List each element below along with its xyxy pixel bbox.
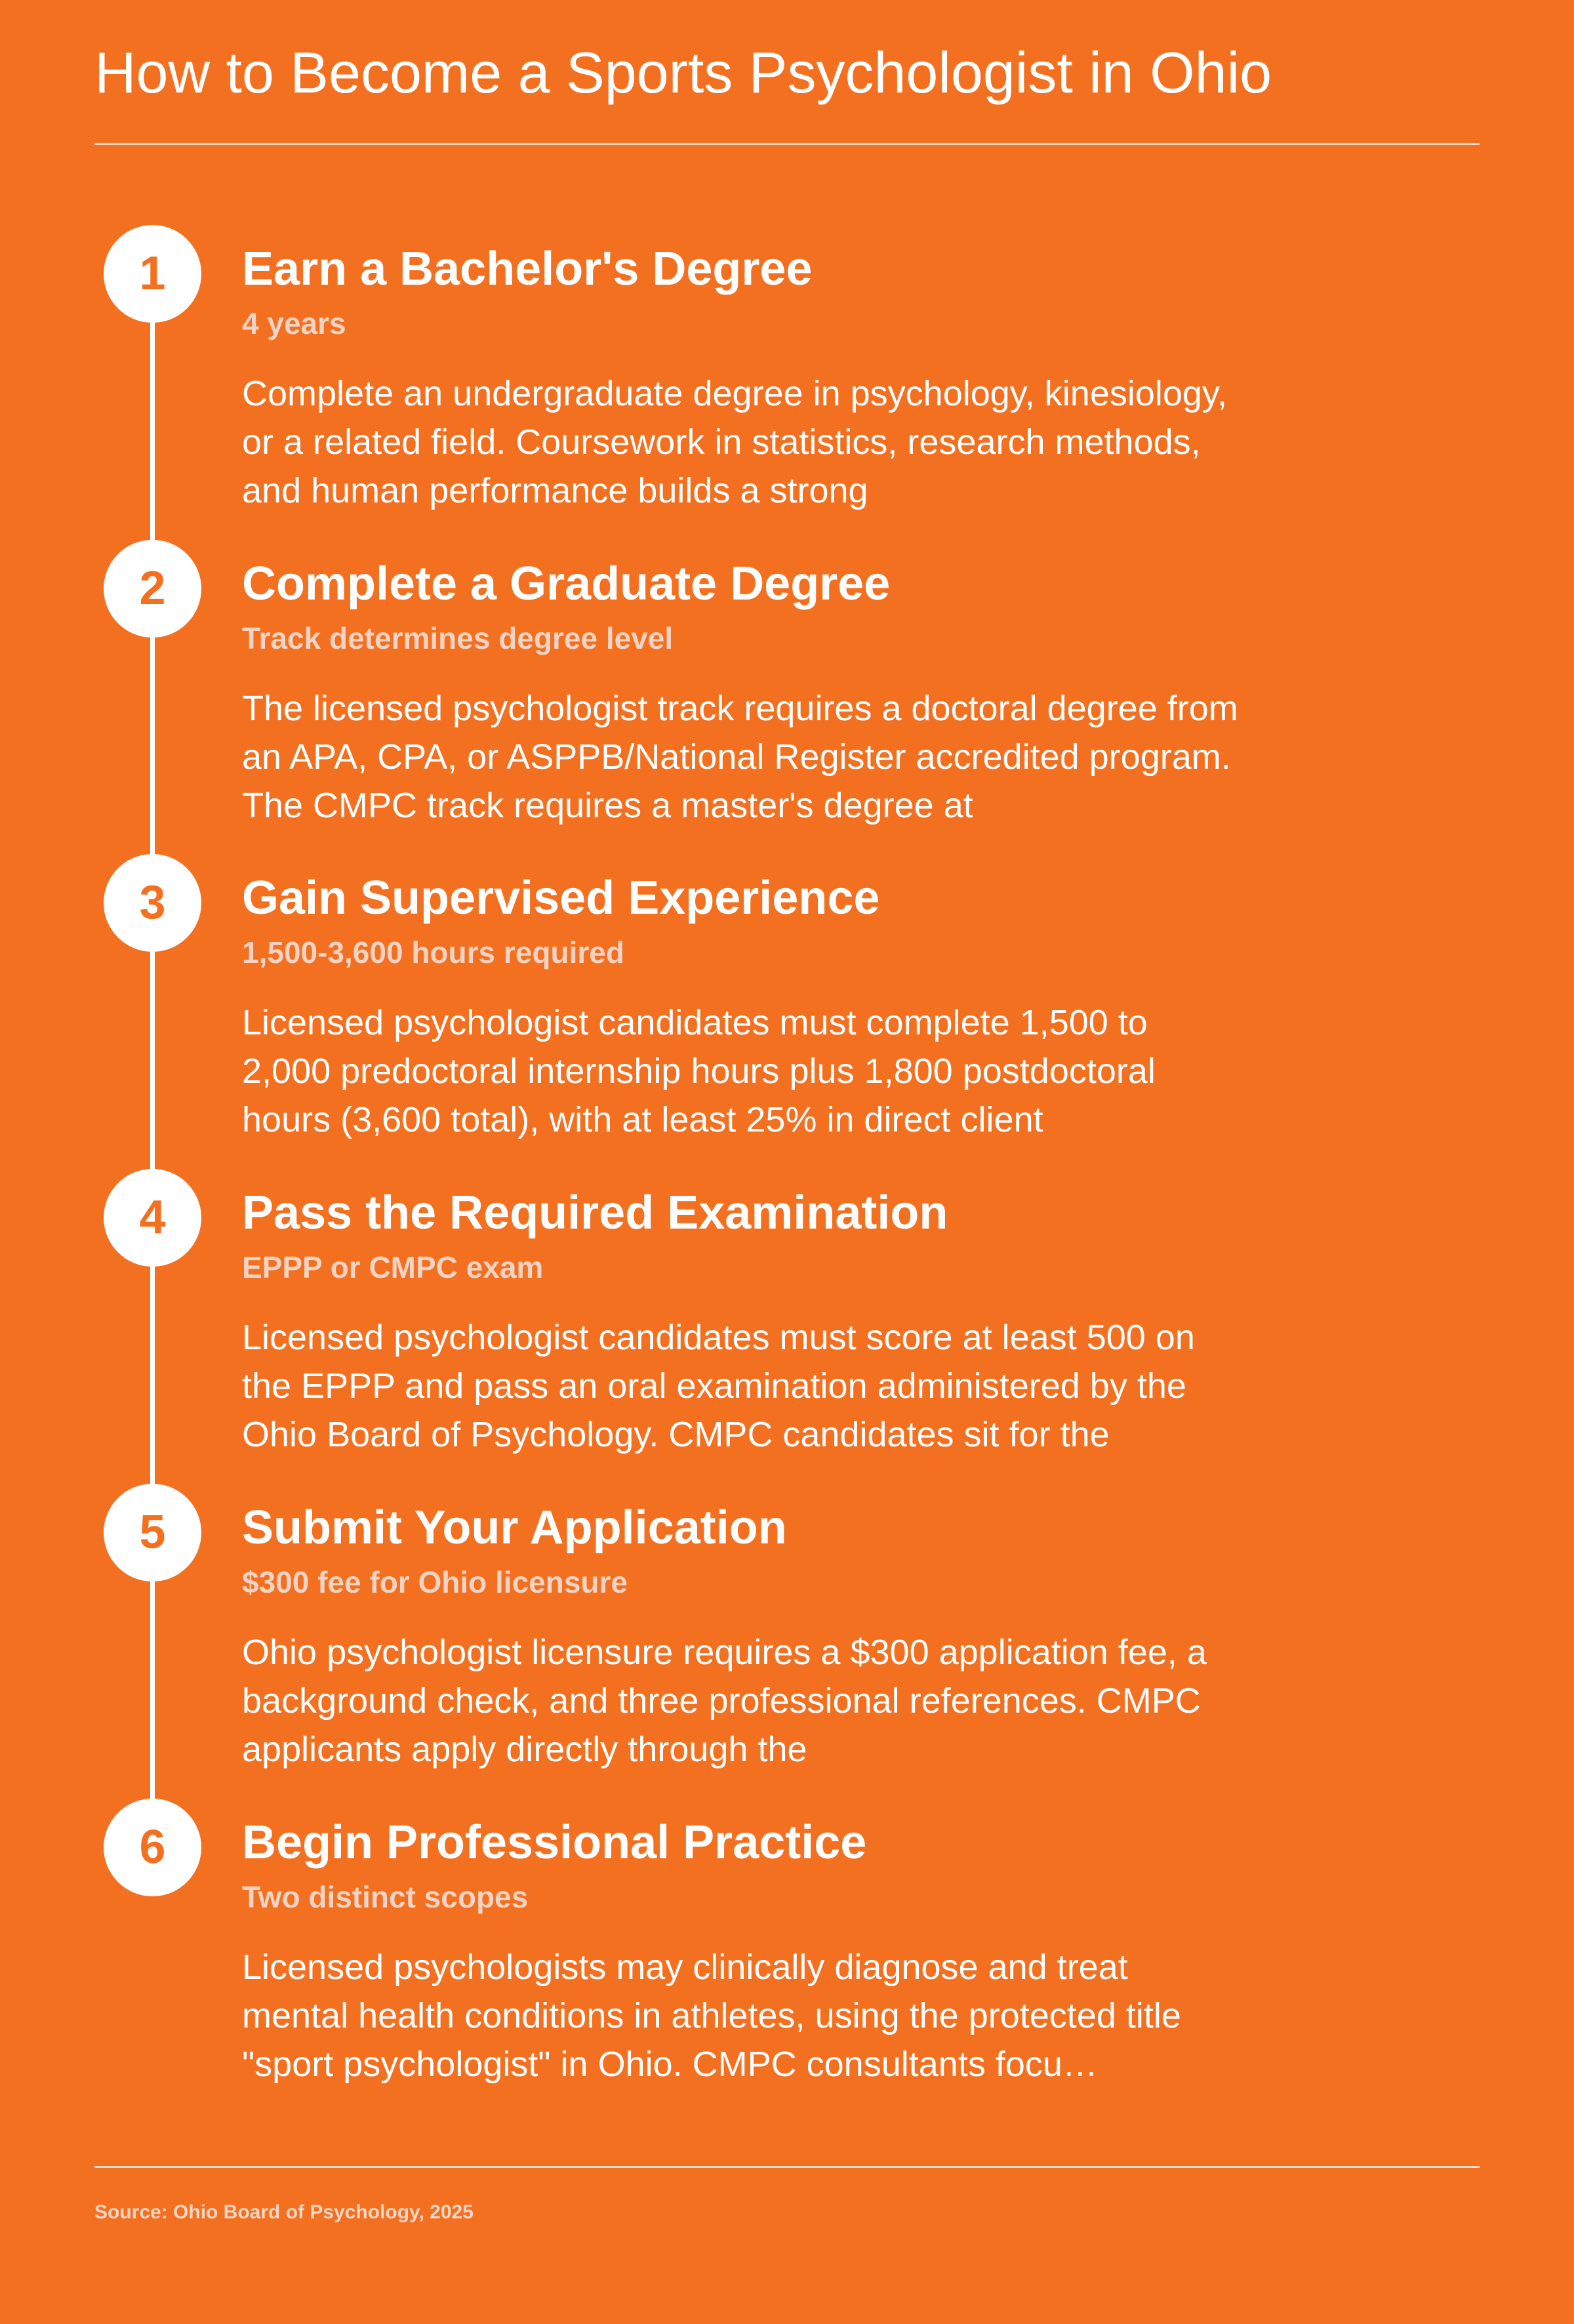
page-title: How to Become a Sports Psychologist in Ohio [94,40,1272,105]
step-number-circle: 1 [104,225,201,323]
step-title: Complete a Graduate Degree [242,558,891,610]
step-description: Licensed psychologist candidates must score at least 500 on the EPPP and pass an oral examination administered by the Ohio Board of Psychology. CMPC candidates sit for the [242,1318,1195,1454]
source-note: Source: Ohio Board of Psychology, 2025 [94,2201,474,2223]
bottom-divider [94,2166,1480,2168]
step-number-circle: 6 [104,1799,201,1896]
step-subtitle: $300 fee for Ohio licensure [242,1565,628,1599]
step-number-circle: 5 [104,1484,201,1581]
step-subtitle: Track determines degree level [242,621,674,655]
step-subtitle: Two distinct scopes [242,1880,529,1914]
top-divider [94,143,1480,145]
step-title: Earn a Bachelor's Degree [242,243,813,295]
step-description: Licensed psychologists may clinically diagnose and treat mental health conditions in athletes, using the protected title "sport psychologist" in Ohio. CMPC consultants focu… [242,1947,1181,2084]
step-description: Complete an undergraduate degree in psychology, kinesiology, or a related field. Coursework in statistics, research methods, and human performance builds a strong [242,374,1227,510]
step-title: Gain Supervised Experience [242,872,880,924]
step-title: Pass the Required Examination [242,1187,948,1239]
step-number-circle: 4 [104,1169,201,1267]
step-description: Ohio psychologist licensure requires a $300 application fee, a background check, and three professional references. CMPC applicants apply directly through the [242,1633,1207,1769]
step-description: The licensed psychologist track requires a doctoral degree from an APA, CPA, or ASPPB/National Register accredited program. The CMPC track requires a master's degree at [242,689,1238,825]
step-number-circle: 3 [104,854,201,952]
step-title: Begin Professional Practice [242,1816,867,1869]
step-subtitle: EPPP or CMPC exam [242,1250,544,1284]
step-subtitle: 4 years [242,306,346,340]
step-description: Licensed psychologist candidates must complete 1,500 to 2,000 predoctoral internship hours plus 1,800 postdoctoral hours (3,600 total), with at least 25% in direct client [242,1003,1156,1139]
step-number-circle: 2 [104,540,201,638]
step-subtitle: 1,500-3,600 hours required [242,935,624,969]
step-title: Submit Your Application [242,1501,787,1554]
